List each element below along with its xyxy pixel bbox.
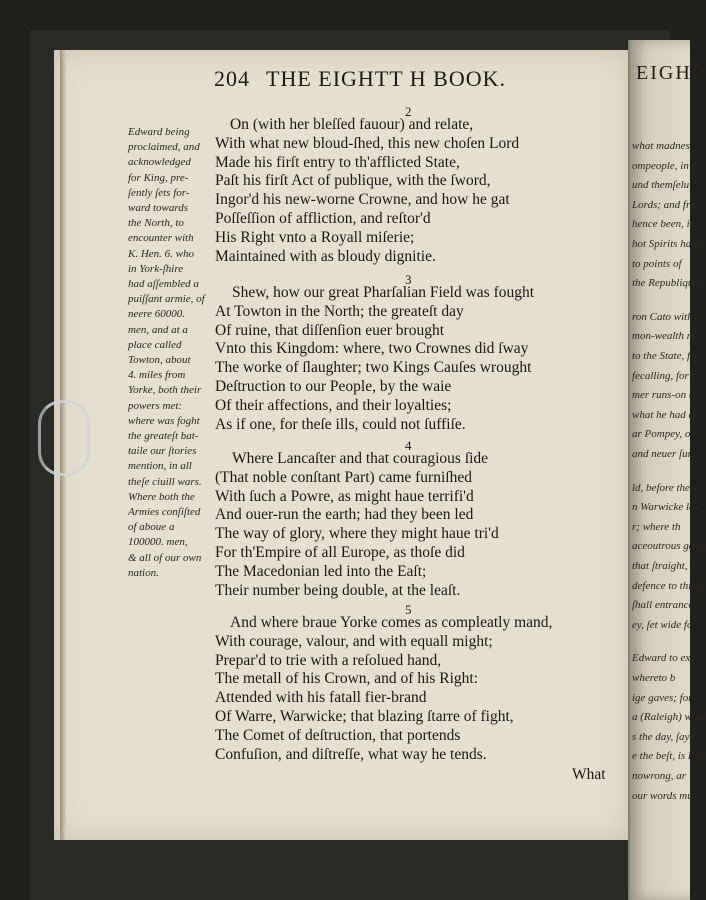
facing-page-line: Lords; and fro (632, 198, 696, 211)
verse-line: As if one, for theſe ills, could not ſuffiſe. (215, 415, 466, 433)
facing-page-line: hot Spirits had n (632, 238, 706, 250)
marginal-note-line: nation. (128, 566, 159, 579)
facing-page-line: to the State, fo (632, 350, 696, 362)
verse-line: On (with her bleſſed fauour) and relate, (230, 116, 474, 133)
facing-page-line: our words muſ (632, 789, 696, 802)
facing-page-line: ompeople, in ſ (632, 159, 695, 172)
verse-line: Confuſion, and diſtreſſe, what way he tends. (215, 745, 487, 763)
verse-line: Of their affections, and their loyalties; (215, 396, 452, 414)
facing-page-line: the Republique (632, 277, 699, 290)
marginal-note-line: had aſſembled a (128, 278, 199, 290)
verse-line: With courage, valour, and with equall might; (215, 632, 493, 650)
facing-page-line: mon-wealth nor (632, 330, 702, 343)
facing-page-header: EIGHT (636, 62, 706, 84)
page-number: 204 (214, 66, 250, 91)
marginal-note-line: 4. miles from (128, 369, 186, 382)
verse-line: The Macedonian led into the Eaſt; (215, 562, 427, 580)
verse-line: Shew, how our great Pharſalian Field was fought (232, 284, 535, 301)
verse-line: The way of glory, where they might haue tri'd (215, 525, 499, 543)
facing-page-line: defence to this g (632, 579, 704, 592)
verse-line: Paſt his firſt Act of publique, with the ſword, (215, 172, 491, 190)
marginal-note-line: & all of our own (128, 551, 202, 564)
verse-line: Poſſeſſion of affliction, and reſtor'd (215, 210, 431, 227)
facing-page-line: e the beſt, is Beſt (632, 750, 706, 763)
verse-line: For th'Empire of all Europe, as thoſe did (215, 544, 465, 561)
verse-line: Made his firſt entry to th'afflicted State, (215, 153, 460, 171)
verse-line: The metall of his Crown, and of his Right: (215, 670, 479, 688)
paper-clip (38, 400, 90, 476)
verse-line: Prepar'd to trie with a reſolued hand, (215, 651, 442, 669)
facing-page-line: whereto b (632, 672, 676, 684)
marginal-note-line: place called (128, 338, 182, 351)
verse-line: At Towton in the North; the greateſt day (215, 302, 464, 320)
verse-line: Ingor'd his new-worne Crowne, and how he gat (215, 191, 510, 209)
marginal-note-line: Armies conſiſted (128, 506, 201, 518)
facing-page-line: what he had al (632, 408, 698, 421)
facing-page-line: und themſelu (632, 179, 690, 192)
verse-line: Attended with his fatall fier-brand (215, 689, 427, 707)
stanza-number: 3 (405, 272, 412, 287)
marginal-note-line: in York-ſhire (128, 262, 184, 275)
facing-page-line: fecalling, for t (632, 369, 695, 382)
facing-page-line: ld, before theſe (632, 481, 698, 494)
facing-page-line: mer runs-on t (632, 389, 692, 402)
facing-page-line: ige gaves; for- (632, 691, 696, 704)
marginal-note-line: the greateſt bat- (128, 430, 199, 442)
marginal-note-line: encounter with (128, 232, 194, 245)
marginal-note-line: K. Hen. 6. who (128, 247, 194, 260)
verse-line: Their number being double, at the leaſt. (215, 581, 461, 599)
facing-page-line: r; where th (632, 520, 681, 533)
marginal-note-line: neere 60000. (128, 308, 186, 321)
marginal-note-line: Towton, about (128, 354, 191, 366)
verse-line: Vnto this Kingdom: where, two Crownes did ſway (215, 340, 529, 358)
marginal-note-line: taile our ſtories (128, 445, 197, 458)
facing-page-line: ron Cato with a (632, 310, 701, 323)
marginal-note-line: puiſſant armie, of (128, 293, 205, 306)
marginal-note-line: Where both the (128, 490, 195, 503)
facing-page-line: ar Pompey, or a (632, 428, 703, 441)
marginal-note-line: acknowledged (128, 156, 191, 169)
facing-page-line: ey, ſet wide fo (632, 618, 693, 631)
verse-line: Where Lancaſter and that couragious ſide (232, 450, 489, 467)
marginal-note-line: ſently ſets for- (128, 186, 190, 199)
facing-page-line: aceoutrous galla (632, 540, 706, 553)
facing-page-line: hence been, if ( (632, 218, 700, 231)
catchword: What (572, 766, 606, 783)
facing-page-line: s the day, ſayd h (632, 730, 704, 743)
verse-line: With what new bloud-ſhed, this new choſen Lord (215, 134, 520, 152)
verse-line: Of Warre, Warwicke; that blazing ſtarre of fight, (215, 708, 514, 725)
marginal-note-line: theſe ciuill wars. (128, 475, 202, 488)
facing-page-line: a (Raleigh) whoſ (632, 711, 706, 724)
marginal-note-line: 100000. men, (128, 536, 188, 549)
verse-line: Of ruine, that diſſenſion euer brought (215, 321, 444, 339)
verse-line: And where braue Yorke comes as compleatly mand, (230, 614, 553, 631)
verse-line: The worke of ſlaughter; two Kings Cauſes wrought (215, 359, 532, 377)
marginal-note-line: for King, pre- (128, 171, 189, 184)
marginal-note-line: where was foght (128, 414, 200, 427)
verse-line: Deſtruction to our People, by the waie (215, 378, 452, 395)
marginal-note-line: ward towards (128, 202, 189, 214)
verse-line: Maintained with as bloudy dignitie. (215, 247, 436, 265)
marginal-note-line: proclaimed, and (128, 141, 200, 154)
book-title: THE EIGHTT H BOOK. (266, 66, 507, 91)
facing-page-line: n Warwicke lay (632, 501, 700, 514)
stanza-number: 2 (405, 104, 412, 119)
facing-page-line: that ſtraight, Ye (632, 560, 701, 572)
running-head (214, 66, 506, 92)
marginal-note-line: Yorke, both their (128, 384, 202, 397)
verse-line: (That noble conſtant Part) came furniſhed (215, 468, 472, 486)
facing-page-line: Edward to exh (632, 652, 696, 665)
facing-page-line: and neuer ſure t (632, 448, 703, 460)
verse-line: With ſuch a Powre, as might haue terrifi'd (215, 487, 474, 505)
facing-page-line: what madnes (632, 140, 690, 152)
facing-page (628, 40, 706, 900)
verse-line: The Comet of deſtruction, that portends (215, 726, 461, 744)
stanza-number: 4 (405, 438, 412, 453)
stanza-number: 5 (405, 602, 412, 617)
marginal-note-line: mention, in all (128, 460, 192, 473)
facing-page-line: ſhall entrance o (632, 599, 702, 612)
marginal-note-line: of aboue a (128, 521, 175, 534)
verse-line: And ouer-run the earth; had they been led (215, 506, 474, 524)
marginal-note-line: the North, to (128, 217, 184, 230)
verse-line: His Right vnto a Royall miſerie; (215, 228, 415, 246)
marginal-note-line: Edward being (128, 126, 190, 138)
marginal-note-line: powers met: (128, 399, 183, 412)
facing-page-line: to points of (632, 257, 682, 270)
marginal-note-line: men, and at a (128, 323, 188, 336)
facing-page-line: nowrong, ar (632, 770, 686, 782)
